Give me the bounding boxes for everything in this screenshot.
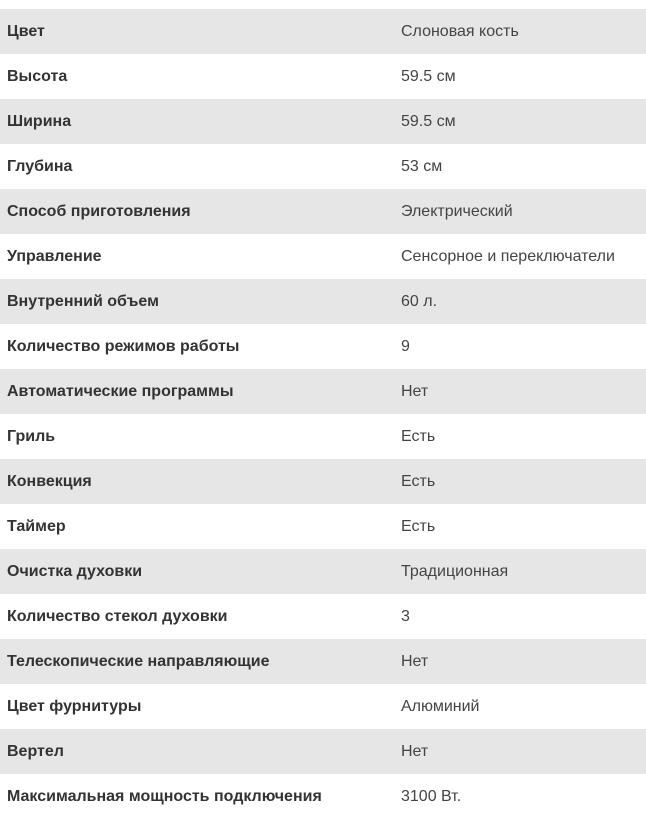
spec-label: Ширина xyxy=(7,112,72,130)
spec-label: Внутренний объем xyxy=(7,292,159,310)
spec-label: Вертел xyxy=(7,742,64,760)
spec-label: Управление xyxy=(7,247,102,265)
spec-label: Телескопические направляющие xyxy=(7,652,270,670)
spec-row-fittings-color xyxy=(0,684,646,729)
spec-row-color xyxy=(0,9,646,54)
spec-row-cooking-method xyxy=(0,189,646,234)
spec-value: Нет xyxy=(401,652,429,670)
spec-label: Количество стекол духовки xyxy=(7,607,228,625)
spec-row-rotisserie xyxy=(0,729,646,774)
spec-label: Цвет xyxy=(7,22,45,40)
spec-row-width xyxy=(0,99,646,144)
spec-value: Традиционная xyxy=(401,562,509,580)
spec-value: Слоновая кость xyxy=(401,22,519,40)
spec-value: Сенсорное и переключатели xyxy=(401,247,615,265)
spec-label: Способ приготовления xyxy=(7,202,191,220)
spec-value: Электрический xyxy=(401,202,513,220)
spec-label: Глубина xyxy=(7,157,73,175)
spec-label: Количество режимов работы xyxy=(7,337,240,355)
spec-row-timer xyxy=(0,504,646,549)
spec-value: 3100 Вт. xyxy=(401,787,462,805)
spec-row-convection xyxy=(0,459,646,504)
specifications-table xyxy=(0,9,646,819)
spec-value: 3 xyxy=(401,607,410,625)
spec-row-depth xyxy=(0,144,646,189)
spec-row-grill xyxy=(0,414,646,459)
spec-value: Есть xyxy=(401,427,436,445)
spec-row-glass-count xyxy=(0,594,646,639)
spec-value: 60 л. xyxy=(401,292,438,310)
spec-row-height xyxy=(0,54,646,99)
spec-label: Очистка духовки xyxy=(7,562,143,580)
spec-label: Цвет фурнитуры xyxy=(7,697,142,715)
spec-row-controls xyxy=(0,234,646,279)
spec-row-volume xyxy=(0,279,646,324)
spec-row-modes-count xyxy=(0,324,646,369)
spec-value: Нет xyxy=(401,382,429,400)
spec-value: 9 xyxy=(401,337,410,355)
spec-value: Алюминий xyxy=(401,697,480,715)
spec-label: Максимальная мощность подключения xyxy=(7,787,322,805)
spec-value: 59.5 см xyxy=(401,112,456,130)
spec-row-auto-programs xyxy=(0,369,646,414)
spec-label: Автоматические программы xyxy=(7,382,234,400)
spec-value: Есть xyxy=(401,472,436,490)
spec-row-telescopic-rails xyxy=(0,639,646,684)
spec-value: 53 см xyxy=(401,157,443,175)
spec-value: Есть xyxy=(401,517,436,535)
spec-label: Гриль xyxy=(7,427,56,445)
spec-label: Конвекция xyxy=(7,472,92,490)
spec-value: 59.5 см xyxy=(401,67,456,85)
spec-row-max-power xyxy=(0,774,646,819)
spec-label: Высота xyxy=(7,67,68,85)
spec-label: Таймер xyxy=(7,517,66,535)
spec-row-cleaning xyxy=(0,549,646,594)
spec-value: Нет xyxy=(401,742,429,760)
